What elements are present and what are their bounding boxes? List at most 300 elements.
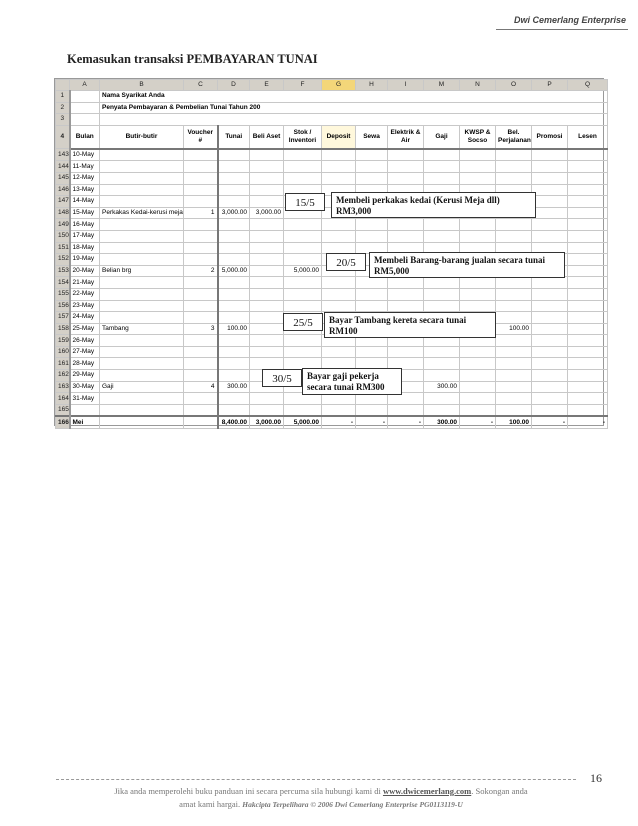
table-cell[interactable]: 31-May <box>70 393 100 405</box>
row-number[interactable]: 160 <box>56 346 70 358</box>
table-cell[interactable]: 28-May <box>70 358 100 370</box>
table-cell[interactable] <box>532 358 568 370</box>
column-header-q[interactable]: Q <box>568 80 608 91</box>
table-cell[interactable]: 18-May <box>70 242 100 254</box>
table-cell[interactable] <box>388 277 424 289</box>
table-cell[interactable] <box>532 172 568 184</box>
table-cell[interactable]: 5,000.00 <box>284 265 322 277</box>
table-cell[interactable] <box>568 254 608 266</box>
table-cell[interactable] <box>184 370 218 382</box>
table-cell[interactable]: 8,400.00 <box>218 416 250 428</box>
row-number[interactable]: 153 <box>56 265 70 277</box>
table-cell[interactable] <box>568 381 608 393</box>
table-cell[interactable]: Belian brg <box>100 265 184 277</box>
table-cell[interactable] <box>184 230 218 242</box>
row-number[interactable]: 150 <box>56 230 70 242</box>
table-cell[interactable]: - <box>460 416 496 428</box>
row-number[interactable]: 162 <box>56 370 70 382</box>
table-cell[interactable] <box>100 196 184 208</box>
table-cell[interactable] <box>218 346 250 358</box>
table-cell[interactable] <box>218 335 250 347</box>
table-cell[interactable]: 100.00 <box>496 323 532 335</box>
table-cell[interactable] <box>532 288 568 300</box>
row-number[interactable]: 161 <box>56 358 70 370</box>
table-cell[interactable] <box>184 161 218 173</box>
table-cell[interactable] <box>184 184 218 196</box>
table-cell[interactable] <box>356 404 388 416</box>
table-cell[interactable]: 1 <box>184 207 218 219</box>
column-header-n[interactable]: N <box>460 80 496 91</box>
row-number[interactable]: 3 <box>56 114 70 126</box>
table-cell[interactable] <box>424 346 460 358</box>
table-cell[interactable]: - <box>532 416 568 428</box>
row-number[interactable]: 152 <box>56 254 70 266</box>
row-number[interactable]: 145 <box>56 172 70 184</box>
table-cell[interactable]: - <box>388 416 424 428</box>
table-cell[interactable]: 19-May <box>70 254 100 266</box>
table-cell[interactable] <box>388 346 424 358</box>
table-cell[interactable] <box>284 242 322 254</box>
table-cell[interactable] <box>218 370 250 382</box>
table-cell[interactable]: 13-May <box>70 184 100 196</box>
table-cell[interactable]: 20-May <box>70 265 100 277</box>
table-cell[interactable] <box>424 404 460 416</box>
table-cell[interactable] <box>532 300 568 312</box>
column-label[interactable]: Sewa <box>356 125 388 149</box>
table-cell[interactable] <box>184 393 218 405</box>
table-cell[interactable] <box>184 300 218 312</box>
table-cell[interactable] <box>568 346 608 358</box>
cell[interactable] <box>70 91 100 103</box>
table-cell[interactable] <box>496 404 532 416</box>
table-cell[interactable] <box>100 358 184 370</box>
table-cell[interactable]: 24-May <box>70 312 100 324</box>
table-cell[interactable] <box>356 161 388 173</box>
table-cell[interactable] <box>100 393 184 405</box>
table-cell[interactable] <box>284 161 322 173</box>
table-cell[interactable] <box>100 172 184 184</box>
table-cell[interactable] <box>250 219 284 231</box>
table-cell[interactable] <box>250 393 284 405</box>
column-label[interactable]: Deposit <box>322 125 356 149</box>
table-cell[interactable] <box>388 161 424 173</box>
footer-link[interactable]: www.dwicemerlang.com <box>382 786 472 796</box>
table-cell[interactable]: 3,000.00 <box>250 416 284 428</box>
table-cell[interactable] <box>284 335 322 347</box>
table-cell[interactable] <box>218 288 250 300</box>
table-cell[interactable] <box>496 230 532 242</box>
table-cell[interactable] <box>100 230 184 242</box>
table-cell[interactable] <box>100 346 184 358</box>
table-cell[interactable] <box>284 219 322 231</box>
row-number[interactable]: 157 <box>56 312 70 324</box>
table-cell[interactable] <box>460 393 496 405</box>
cell[interactable] <box>70 114 100 126</box>
table-cell[interactable] <box>568 172 608 184</box>
table-cell[interactable] <box>184 312 218 324</box>
table-cell[interactable] <box>100 300 184 312</box>
table-cell[interactable] <box>218 219 250 231</box>
table-cell[interactable] <box>496 370 532 382</box>
column-label[interactable]: Stok / Inventori <box>284 125 322 149</box>
table-cell[interactable] <box>284 288 322 300</box>
table-cell[interactable] <box>218 254 250 266</box>
row-number[interactable]: 163 <box>56 381 70 393</box>
table-cell[interactable] <box>424 172 460 184</box>
table-cell[interactable] <box>184 254 218 266</box>
table-cell[interactable] <box>250 230 284 242</box>
row-number[interactable]: 1 <box>56 91 70 103</box>
table-cell[interactable]: 23-May <box>70 300 100 312</box>
table-cell[interactable]: 12-May <box>70 172 100 184</box>
table-cell[interactable] <box>218 312 250 324</box>
table-cell[interactable] <box>100 161 184 173</box>
table-cell[interactable]: 15-May <box>70 207 100 219</box>
table-cell[interactable] <box>496 312 532 324</box>
table-cell[interactable] <box>322 161 356 173</box>
table-cell[interactable] <box>100 370 184 382</box>
table-cell[interactable] <box>532 381 568 393</box>
table-cell[interactable] <box>356 277 388 289</box>
table-cell[interactable] <box>568 161 608 173</box>
table-cell[interactable] <box>460 404 496 416</box>
title-cell[interactable]: Penyata Pembayaran & Pembelian Tunai Tahun 200 <box>100 102 608 114</box>
table-cell[interactable] <box>388 230 424 242</box>
table-cell[interactable] <box>532 335 568 347</box>
table-cell[interactable] <box>532 323 568 335</box>
table-cell[interactable] <box>250 161 284 173</box>
column-label[interactable]: Voucher # <box>184 125 218 149</box>
row-number[interactable]: 164 <box>56 393 70 405</box>
column-header-f[interactable]: F <box>284 80 322 91</box>
table-cell[interactable]: 30-May <box>70 381 100 393</box>
table-cell[interactable] <box>532 161 568 173</box>
table-cell[interactable] <box>250 323 284 335</box>
table-cell[interactable]: 5,000.00 <box>218 265 250 277</box>
table-cell[interactable] <box>532 346 568 358</box>
table-cell[interactable] <box>460 381 496 393</box>
table-cell[interactable] <box>250 335 284 347</box>
table-cell[interactable] <box>100 404 184 416</box>
table-cell[interactable] <box>568 219 608 231</box>
row-number[interactable]: 154 <box>56 277 70 289</box>
table-cell[interactable] <box>184 277 218 289</box>
table-cell[interactable] <box>568 242 608 254</box>
table-cell[interactable] <box>184 172 218 184</box>
table-cell[interactable] <box>100 416 184 428</box>
table-cell[interactable] <box>218 184 250 196</box>
table-cell[interactable] <box>184 149 218 161</box>
table-cell[interactable] <box>532 277 568 289</box>
table-cell[interactable] <box>218 300 250 312</box>
table-cell[interactable]: - <box>322 416 356 428</box>
table-cell[interactable]: 26-May <box>70 335 100 347</box>
table-cell[interactable] <box>424 358 460 370</box>
column-label[interactable]: Bel. Perjalanan <box>496 125 532 149</box>
table-cell[interactable] <box>100 184 184 196</box>
table-cell[interactable] <box>388 172 424 184</box>
table-cell[interactable] <box>496 346 532 358</box>
table-cell[interactable] <box>460 288 496 300</box>
table-cell[interactable] <box>100 312 184 324</box>
table-cell[interactable] <box>496 277 532 289</box>
table-cell[interactable]: Mei <box>70 416 100 428</box>
table-cell[interactable] <box>184 288 218 300</box>
table-cell[interactable]: 21-May <box>70 277 100 289</box>
column-header-g[interactable]: G <box>322 80 356 91</box>
table-cell[interactable] <box>532 196 568 208</box>
table-cell[interactable] <box>184 219 218 231</box>
column-header-b[interactable]: B <box>100 80 184 91</box>
table-cell[interactable]: 29-May <box>70 370 100 382</box>
row-number[interactable]: 165 <box>56 404 70 416</box>
table-cell[interactable] <box>218 358 250 370</box>
row-number[interactable]: 143 <box>56 149 70 161</box>
table-cell[interactable] <box>568 323 608 335</box>
table-cell[interactable] <box>218 404 250 416</box>
table-cell[interactable] <box>250 196 284 208</box>
row-number[interactable]: 156 <box>56 300 70 312</box>
table-cell[interactable] <box>250 172 284 184</box>
row-number[interactable]: 144 <box>56 161 70 173</box>
table-cell[interactable] <box>568 358 608 370</box>
table-cell[interactable] <box>218 242 250 254</box>
table-cell[interactable] <box>388 288 424 300</box>
table-cell[interactable]: 14-May <box>70 196 100 208</box>
row-number[interactable]: 155 <box>56 288 70 300</box>
table-cell[interactable] <box>532 312 568 324</box>
table-cell[interactable] <box>568 230 608 242</box>
table-cell[interactable] <box>496 149 532 161</box>
table-cell[interactable] <box>388 300 424 312</box>
table-cell[interactable] <box>284 300 322 312</box>
column-header-h[interactable]: H <box>356 80 388 91</box>
table-cell[interactable]: 3,000.00 <box>218 207 250 219</box>
table-cell[interactable] <box>388 149 424 161</box>
table-cell[interactable] <box>250 358 284 370</box>
row-number[interactable]: 2 <box>56 102 70 114</box>
table-cell[interactable] <box>284 230 322 242</box>
table-cell[interactable] <box>460 346 496 358</box>
table-cell[interactable] <box>496 161 532 173</box>
table-cell[interactable]: 5,000.00 <box>284 416 322 428</box>
table-cell[interactable]: 22-May <box>70 288 100 300</box>
table-cell[interactable] <box>424 370 460 382</box>
table-cell[interactable] <box>424 230 460 242</box>
table-cell[interactable]: 27-May <box>70 346 100 358</box>
table-cell[interactable]: Perkakas Kedai-kerusi meja <box>100 207 184 219</box>
table-cell[interactable] <box>356 149 388 161</box>
table-cell[interactable]: 17-May <box>70 230 100 242</box>
row-number[interactable]: 149 <box>56 219 70 231</box>
table-cell[interactable] <box>322 288 356 300</box>
table-cell[interactable] <box>284 346 322 358</box>
table-cell[interactable] <box>356 219 388 231</box>
table-cell[interactable] <box>218 230 250 242</box>
table-cell[interactable] <box>284 172 322 184</box>
table-cell[interactable] <box>218 277 250 289</box>
table-cell[interactable] <box>322 172 356 184</box>
table-cell[interactable] <box>184 242 218 254</box>
table-cell[interactable] <box>424 277 460 289</box>
table-cell[interactable] <box>322 300 356 312</box>
table-cell[interactable] <box>496 219 532 231</box>
table-cell[interactable] <box>496 335 532 347</box>
column-header-o[interactable]: O <box>496 80 532 91</box>
table-cell[interactable] <box>250 288 284 300</box>
column-label[interactable]: Lesen <box>568 125 608 149</box>
table-cell[interactable]: 300.00 <box>218 381 250 393</box>
column-header-corner[interactable] <box>56 80 70 91</box>
table-cell[interactable] <box>184 416 218 428</box>
table-cell[interactable] <box>460 161 496 173</box>
table-cell[interactable] <box>250 312 284 324</box>
table-cell[interactable] <box>250 149 284 161</box>
table-cell[interactable] <box>184 346 218 358</box>
table-cell[interactable] <box>100 242 184 254</box>
column-header-e[interactable]: E <box>250 80 284 91</box>
table-cell[interactable] <box>184 335 218 347</box>
column-label[interactable]: Elektrik & Air <box>388 125 424 149</box>
table-cell[interactable] <box>356 230 388 242</box>
table-cell[interactable] <box>424 149 460 161</box>
column-label[interactable]: Gaji <box>424 125 460 149</box>
column-label[interactable]: Promosi <box>532 125 568 149</box>
row-number[interactable]: 151 <box>56 242 70 254</box>
cell[interactable] <box>70 102 100 114</box>
table-cell[interactable] <box>568 265 608 277</box>
table-cell[interactable] <box>460 149 496 161</box>
table-cell[interactable] <box>568 196 608 208</box>
table-cell[interactable] <box>532 184 568 196</box>
table-cell[interactable] <box>250 254 284 266</box>
table-cell[interactable] <box>356 288 388 300</box>
table-cell[interactable] <box>568 149 608 161</box>
table-cell[interactable]: 100.00 <box>496 416 532 428</box>
table-cell[interactable] <box>568 404 608 416</box>
table-cell[interactable] <box>250 300 284 312</box>
table-cell[interactable] <box>218 172 250 184</box>
table-cell[interactable] <box>532 393 568 405</box>
table-cell[interactable] <box>568 312 608 324</box>
column-header-d[interactable]: D <box>218 80 250 91</box>
table-cell[interactable] <box>568 300 608 312</box>
table-cell[interactable] <box>424 219 460 231</box>
table-cell[interactable]: 300.00 <box>424 416 460 428</box>
table-cell[interactable] <box>496 381 532 393</box>
table-cell[interactable] <box>356 346 388 358</box>
table-cell[interactable] <box>460 370 496 382</box>
table-cell[interactable] <box>568 393 608 405</box>
table-cell[interactable] <box>356 300 388 312</box>
table-cell[interactable] <box>250 242 284 254</box>
table-cell[interactable] <box>532 207 568 219</box>
column-header-c[interactable]: C <box>184 80 218 91</box>
table-cell[interactable]: - <box>356 416 388 428</box>
table-cell[interactable] <box>568 277 608 289</box>
table-cell[interactable] <box>496 300 532 312</box>
table-cell[interactable] <box>322 404 356 416</box>
table-cell[interactable] <box>388 219 424 231</box>
table-cell[interactable] <box>250 277 284 289</box>
table-cell[interactable] <box>250 184 284 196</box>
table-cell[interactable]: 2 <box>184 265 218 277</box>
table-cell[interactable] <box>568 207 608 219</box>
table-cell[interactable]: 100.00 <box>218 323 250 335</box>
column-header-a[interactable]: A <box>70 80 100 91</box>
table-cell[interactable] <box>460 300 496 312</box>
table-cell[interactable] <box>496 393 532 405</box>
table-cell[interactable] <box>532 230 568 242</box>
table-cell[interactable] <box>568 288 608 300</box>
table-cell[interactable]: Tambang <box>100 323 184 335</box>
table-cell[interactable] <box>100 254 184 266</box>
row-number[interactable]: 4 <box>56 125 70 149</box>
column-label[interactable]: Beli Aset <box>250 125 284 149</box>
table-cell[interactable] <box>460 172 496 184</box>
table-cell[interactable] <box>250 265 284 277</box>
table-cell[interactable] <box>424 393 460 405</box>
table-cell[interactable] <box>100 149 184 161</box>
table-cell[interactable] <box>388 404 424 416</box>
table-cell[interactable] <box>322 346 356 358</box>
column-label[interactable]: KWSP & Socso <box>460 125 496 149</box>
table-cell[interactable]: Gaji <box>100 381 184 393</box>
table-cell[interactable] <box>460 230 496 242</box>
table-cell[interactable]: 10-May <box>70 149 100 161</box>
table-cell[interactable] <box>284 277 322 289</box>
table-cell[interactable] <box>100 335 184 347</box>
table-cell[interactable] <box>250 404 284 416</box>
table-cell[interactable] <box>568 335 608 347</box>
table-cell[interactable]: 11-May <box>70 161 100 173</box>
table-cell[interactable] <box>184 196 218 208</box>
column-header-p[interactable]: P <box>532 80 568 91</box>
table-cell[interactable] <box>532 149 568 161</box>
table-cell[interactable] <box>284 149 322 161</box>
table-cell[interactable] <box>284 254 322 266</box>
table-cell[interactable] <box>100 219 184 231</box>
table-cell[interactable] <box>424 161 460 173</box>
table-cell[interactable] <box>100 288 184 300</box>
table-cell[interactable]: 4 <box>184 381 218 393</box>
table-cell[interactable] <box>532 219 568 231</box>
table-cell[interactable] <box>424 288 460 300</box>
row-number[interactable]: 146 <box>56 184 70 196</box>
table-cell[interactable] <box>218 393 250 405</box>
column-header-i[interactable]: I <box>388 80 424 91</box>
table-cell[interactable]: 25-May <box>70 323 100 335</box>
table-cell[interactable]: 3,000.00 <box>250 207 284 219</box>
table-cell[interactable] <box>284 404 322 416</box>
column-label[interactable]: Butir-butir <box>100 125 184 149</box>
table-cell[interactable] <box>460 358 496 370</box>
table-cell[interactable] <box>100 277 184 289</box>
column-header-m[interactable]: M <box>424 80 460 91</box>
table-cell[interactable] <box>496 288 532 300</box>
column-label[interactable]: Tunai <box>218 125 250 149</box>
table-cell[interactable] <box>218 161 250 173</box>
table-cell[interactable] <box>424 300 460 312</box>
table-cell[interactable]: 3 <box>184 323 218 335</box>
row-number[interactable]: 159 <box>56 335 70 347</box>
table-cell[interactable] <box>322 230 356 242</box>
table-cell[interactable] <box>322 149 356 161</box>
table-cell[interactable] <box>218 196 250 208</box>
row-number[interactable]: 166 <box>56 416 70 428</box>
table-cell[interactable] <box>496 172 532 184</box>
table-cell[interactable]: - <box>568 416 608 428</box>
